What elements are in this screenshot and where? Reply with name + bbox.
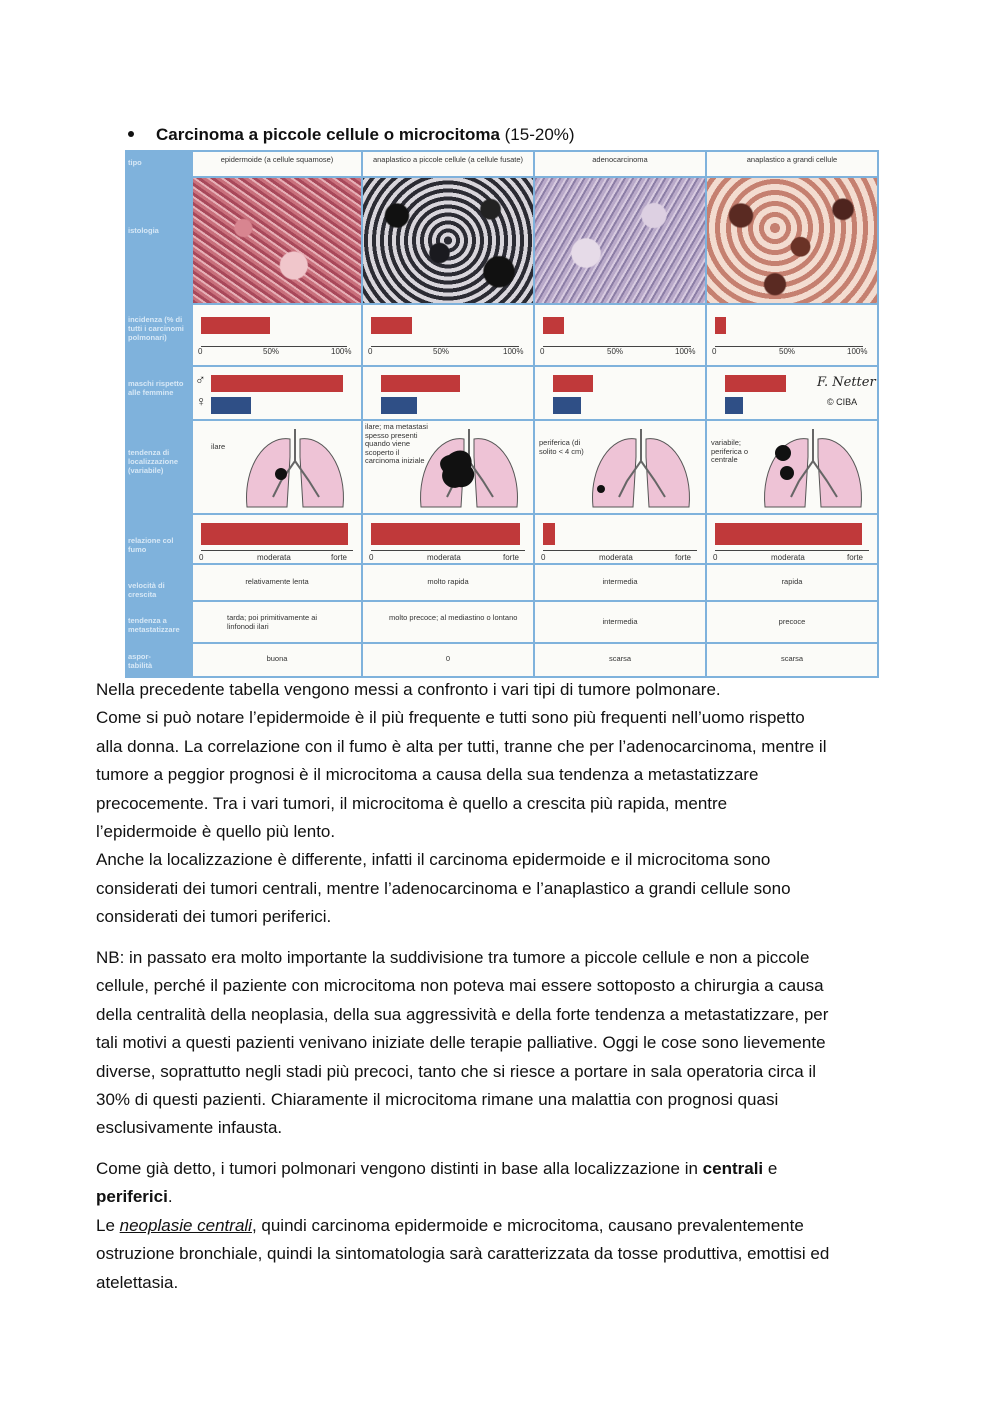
col1-loc-text: ilare xyxy=(211,442,226,451)
col1-localization xyxy=(193,421,361,513)
col2-velocita xyxy=(363,565,533,600)
text-line xyxy=(96,1155,916,1183)
col2-localization xyxy=(363,421,533,513)
text-run: e xyxy=(763,1159,778,1178)
col4-metastasi-text: precoce xyxy=(778,617,806,626)
tick-100: 100% xyxy=(847,347,868,356)
row-label-incidenza: incidenza (% di tutti i carcinomi polmonari) xyxy=(128,315,184,342)
lung-diagram-4 xyxy=(753,427,873,513)
text-run: Come già detto, i tumori polmonari vengono distinti in base alla localizzazione in xyxy=(96,1159,703,1178)
smoke-tick-forte: forte xyxy=(503,553,520,562)
tick-100: 100% xyxy=(503,347,524,356)
col3-sex xyxy=(535,367,705,419)
tick-50: 50% xyxy=(607,347,624,356)
tick-0: 0 xyxy=(712,347,717,356)
female-icon: ♀ xyxy=(196,393,207,409)
col1-metastasi-text: tarda; poi primitivamente ai linfonodi ilari xyxy=(227,613,318,631)
tick-0: 0 xyxy=(368,347,373,356)
tick-50: 50% xyxy=(433,347,450,356)
smoke-tick-mod: moderata xyxy=(427,553,461,562)
paragraph-comparison xyxy=(96,676,916,932)
col4-velocita-text: rapida xyxy=(781,577,803,586)
bullet-dot xyxy=(128,131,134,137)
text-line: NB: in passato era molto importante la suddivisione tra tumore a piccole cellule e non a piccole xyxy=(96,948,810,967)
col2-tipo: anaplastico a piccole cellule (a cellule fusate) xyxy=(372,155,524,164)
paragraph-localization xyxy=(96,1155,916,1297)
smoke-tick-forte: forte xyxy=(847,553,864,562)
row-label-istologia: istologia xyxy=(128,226,159,235)
row-label-fumo: relazione col fumo xyxy=(128,536,174,554)
col3-velocita xyxy=(535,565,705,600)
col4-sex xyxy=(707,367,877,419)
text-run: . xyxy=(167,1187,173,1207)
paragraph-nb xyxy=(96,944,916,1143)
tick-0: 0 xyxy=(540,347,545,356)
row-label-localizzazione: tendenza di localizzazione (variabile) xyxy=(128,448,179,475)
lung-diagram-2 xyxy=(409,427,529,513)
tick-50: 50% xyxy=(263,347,280,356)
col1-header xyxy=(193,152,361,176)
text-line xyxy=(96,1183,916,1211)
col2-metastasi xyxy=(363,602,533,642)
col1-asport-text: buona xyxy=(266,654,288,663)
term-periferici: periferici xyxy=(96,1187,168,1207)
smoke-tick-mod: moderata xyxy=(771,553,805,562)
col4-loc-text: variabile; periferica o centrale xyxy=(711,438,749,464)
text-line xyxy=(96,1212,916,1240)
col2-asport xyxy=(363,644,533,676)
row-label-asportabilita: aspor- tabilità xyxy=(128,652,153,670)
smoking-bar-3 xyxy=(543,523,555,545)
text-line: esclusivamente infausta. xyxy=(96,1118,283,1138)
female-bar-4 xyxy=(725,397,743,414)
comparison-figure xyxy=(125,150,879,678)
smoke-tick-mod: moderata xyxy=(599,553,633,562)
male-bar-1 xyxy=(211,375,343,392)
smoke-tick-mod: moderata xyxy=(257,553,291,562)
bullet-percent: (15-20%) xyxy=(499,125,575,144)
col4-velocita xyxy=(707,565,877,600)
col4-localization xyxy=(707,421,877,513)
col2-header xyxy=(363,152,533,176)
female-bar-2 xyxy=(381,397,417,414)
col1-velocita xyxy=(193,565,361,600)
incidence-bar-3 xyxy=(543,317,564,334)
col1-incidence xyxy=(193,305,361,365)
col3-incidence xyxy=(535,305,705,365)
histology-grandi-cellule xyxy=(707,178,877,303)
text-line: tali motivi a questi pazienti venivano iniziate delle terapie palliative. Oggi le cose sono lievemente xyxy=(96,1033,826,1053)
tick-50: 50% xyxy=(779,347,796,356)
text-line: 30% di questi pazienti. Chiaramente il microcitoma rimane una malattia con prognosi quasi xyxy=(96,1090,779,1110)
col1-smoking xyxy=(193,515,361,563)
male-bar-2 xyxy=(381,375,460,392)
row-label-tipo: tipo xyxy=(128,158,142,167)
smoking-bar-4 xyxy=(715,523,862,545)
col3-localization xyxy=(535,421,705,513)
term-centrali: centrali xyxy=(702,1159,764,1178)
text-line: l’epidermoide è quello più lento. xyxy=(96,822,336,842)
col2-velocita-text: molto rapida xyxy=(427,577,469,586)
smoke-tick-0: 0 xyxy=(199,553,204,562)
col4-tipo: anaplastico a grandi cellule xyxy=(746,155,838,164)
histology-microcitoma xyxy=(363,178,533,303)
col2-sex xyxy=(363,367,533,419)
text-line: Anche la localizzazione è differente, infatti il carcinoma epidermoide e il microcitoma sono xyxy=(96,850,771,870)
col3-metastasi-text: intermedia xyxy=(602,617,638,626)
col1-asport xyxy=(193,644,361,676)
lung-diagram-1 xyxy=(235,427,355,513)
col2-metastasi-text: molto precoce; al mediastino o lontano xyxy=(389,613,518,622)
smoke-tick-0: 0 xyxy=(541,553,546,562)
col3-asport xyxy=(535,644,705,676)
ciba-copyright: © CIBA xyxy=(827,397,858,407)
text-line: considerati dei tumori periferici. xyxy=(96,907,332,927)
incidence-bar-2 xyxy=(371,317,412,334)
text-line: Nella precedente tabella vengono messi a confronto i vari tipi di tumore polmonare. xyxy=(96,680,721,699)
col2-incidence xyxy=(363,305,533,365)
smoke-tick-forte: forte xyxy=(331,553,348,562)
col4-incidence xyxy=(707,305,877,365)
col3-asport-text: scarsa xyxy=(608,654,632,663)
bullet-title: Carcinoma a piccole cellule o microcitoma xyxy=(156,125,500,144)
col2-loc-text: ilare; ma metastasi spesso presenti quando viene scoperto il carcinoma iniziale xyxy=(365,422,428,465)
smoking-bar-1 xyxy=(201,523,348,545)
text-line: Come si può notare l’epidermoide è il più frequente e tutti sono più frequenti nell’uomo rispetto xyxy=(96,708,805,728)
text-line: precocemente. Tra i vari tumori, il microcitoma è quello a crescita più rapida, mentre xyxy=(96,793,728,813)
smoke-tick-0: 0 xyxy=(713,553,718,562)
col3-velocita-text: intermedia xyxy=(602,577,638,586)
col4-asport xyxy=(707,644,877,676)
col1-sex xyxy=(193,367,361,419)
incidence-bar-4 xyxy=(715,317,726,334)
row-label-maschi: maschi rispetto alle femmine xyxy=(128,379,184,397)
row-label-velocita: velocità di crescita xyxy=(128,581,165,599)
female-bar-1 xyxy=(211,397,251,414)
term-neoplasie-centrali: neoplasie centrali xyxy=(119,1215,252,1235)
section-bullet xyxy=(128,124,575,146)
col4-header xyxy=(707,152,877,176)
smoke-tick-0: 0 xyxy=(369,553,374,562)
smoke-tick-forte: forte xyxy=(675,553,692,562)
male-bar-4 xyxy=(725,375,786,392)
tick-0: 0 xyxy=(198,347,203,356)
col1-tipo: epidermoide (a cellule squamose) xyxy=(220,155,334,164)
histology-epidermoide xyxy=(193,178,361,303)
col4-metastasi xyxy=(707,602,877,642)
col3-smoking xyxy=(535,515,705,563)
row-label-metastasi: tendenza a metastatizzare xyxy=(128,616,180,634)
text-line: della centralità della neoplasia, della sua aggressività e della forte tendenza a metastatizzare, per xyxy=(96,1004,829,1024)
lung-diagram-3 xyxy=(581,427,701,513)
col1-metastasi xyxy=(193,602,361,642)
col2-smoking xyxy=(363,515,533,563)
col1-velocita-text: relativamente lenta xyxy=(245,577,309,586)
text-line: alla donna. La correlazione con il fumo è alta per tutti, tranne che per l’adenocarcinoma, mentre il xyxy=(96,736,827,756)
col3-loc-text: periferica (di solito < 4 cm) xyxy=(539,438,584,456)
text-line: ostruzione bronchiale, quindi la sintomatologia sarà caratterizzata da tosse produttiva, emottisi ed xyxy=(96,1244,830,1264)
tick-100: 100% xyxy=(675,347,696,356)
col4-asport-text: scarsa xyxy=(780,654,804,663)
col4-smoking xyxy=(707,515,877,563)
text-line: considerati dei tumori centrali, mentre l’adenocarcinoma e l’anaplastico a grandi cellule sono xyxy=(96,878,791,898)
col3-tipo: adenocarcinoma xyxy=(592,155,648,164)
incidence-bar-1 xyxy=(201,317,270,334)
text-line: atelettasia. xyxy=(96,1272,179,1292)
female-bar-3 xyxy=(553,397,581,414)
tick-100: 100% xyxy=(331,347,352,356)
text-run: Le xyxy=(96,1215,120,1235)
text-line: tumore a peggior prognosi è il microcitoma a causa della sua tendenza a metastatizzare xyxy=(96,765,759,785)
text-run: , quindi carcinoma epidermoide e microcitoma, causano prevalentemente xyxy=(251,1215,804,1235)
netter-signature: F. Netter xyxy=(817,375,876,390)
col3-header xyxy=(535,152,705,176)
male-icon: ♂ xyxy=(195,371,206,387)
male-bar-3 xyxy=(553,375,593,392)
col2-asport-text: 0 xyxy=(445,654,451,663)
histology-adenocarcinoma xyxy=(535,178,705,303)
text-line: diverse, soprattutto negli stadi più precoci, tanto che si riesce a portare in sala operatoria circa il xyxy=(96,1061,817,1081)
col3-metastasi xyxy=(535,602,705,642)
smoking-bar-2 xyxy=(371,523,520,545)
text-line: cellule, perché il paziente con microcitoma non poteva mai essere sottoposto a chirurgia a causa xyxy=(96,976,824,996)
